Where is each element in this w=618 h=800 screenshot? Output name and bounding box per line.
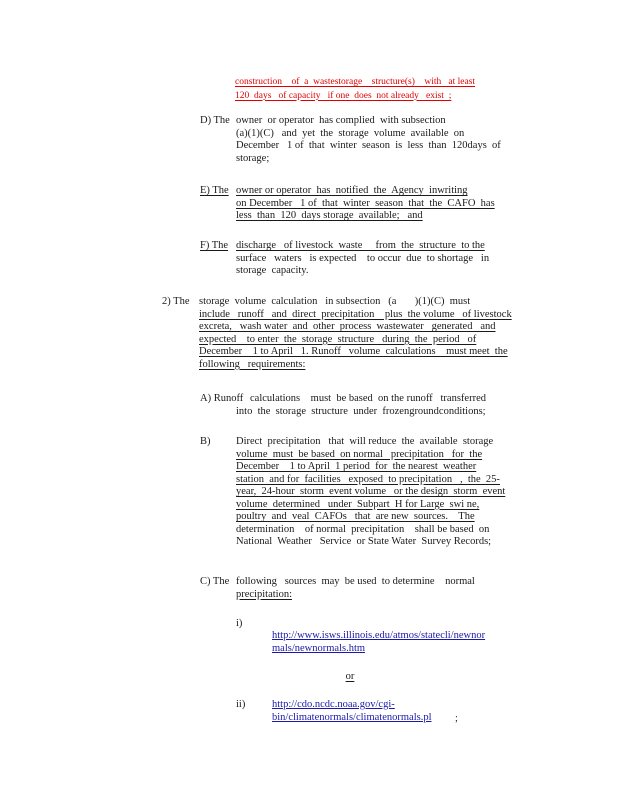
text-line: December 1 of that winter season is less than 120days of [236,140,501,151]
text-line: include runoff and direct precipitation plus the volume of livestock [199,308,512,320]
text-line: into the storage structure under frozengroundconditions; [236,405,486,417]
text-line: December 1 to April 1. Runoff volume calculations must meet the [199,346,508,357]
item-f-label: F) The [200,240,229,251]
item-d-text [236,115,508,165]
item-2-text [199,296,529,371]
ncdc-link-line2[interactable]: bin/climatenormals/climatenormals.pl [272,711,432,723]
text-line: station and for facilities exposed to precipitation , the 25- [236,473,500,485]
text-line: year, 24-hour storm event volume or the design storm event [236,486,506,497]
item-b-label: B) [200,436,211,447]
sub-ii-semicolon: ; [455,713,458,724]
text-line: December 1 to April 1 period for the nearest weather [236,461,477,472]
text-line: storage; [236,152,270,164]
text-line: owner or operator has complied with subsection [236,115,446,126]
text-line: following sources may be used to determine normal [236,576,475,587]
text-line: determination of normal precipitation shall be based on [236,523,490,535]
text-line: Direct precipitation that will reduce the available storage [236,436,494,447]
text-line: (a)(1)(C) and yet the storage volume available on [236,127,465,139]
text-line: poultry and veal CAFOs that are new sources. The [236,511,475,522]
text-line: volume must be based on normal precipitation for the [236,448,483,460]
sub-i-label: i) [236,618,243,629]
text-line: owner or operator has notified the Agency inwriting [236,185,468,196]
text-line: calculations must be based on the runoff transferred [250,393,486,404]
item-d-label: D) The [200,115,230,126]
item-2-label: 2) The [162,296,190,307]
text-line: discharge of livestock waste from the structure to the [236,240,485,251]
text-line: excreta, wash water and other process wastewater generated and [199,321,496,332]
text-line: National Weather Service or State Water Survey Records; [236,536,492,547]
ncdc-link-line1[interactable]: http://cdo.ncdc.noaa.gov/cgi- [272,699,395,710]
text-line: storage volume calculation in subsection (a )(1)(C) must [199,296,471,307]
sub-i-link-block [272,630,485,655]
sub-ii-label: ii) [236,699,246,710]
isws-link-line2[interactable]: mals/newnormals.htm [272,642,366,654]
item-f-text [236,240,516,278]
text-line: surface waters is expected to occur due to shortage in [236,252,490,264]
item-c-text [236,576,496,601]
item-a-text [236,393,508,418]
fragment-line: 120 days of capacity if one does not already exist ; [235,90,452,101]
fragment-line: construction of a wastestorage structure(s) with at least [235,77,476,87]
item-b-text [236,436,521,549]
text-line: less than 120 days storage available; and [236,210,423,221]
item-c-label: C) The [200,576,230,587]
text-line: expected to enter the storage structure during the period of [199,333,477,345]
sub-ii-link-block [272,699,432,724]
text-line: following requirements: [199,358,306,370]
inserted-fragment [235,76,525,102]
item-e-label: E) The [200,185,229,196]
text-line: storage capacity. [236,265,309,276]
item-a-label: A) Runoff [200,393,244,404]
or-connector: or [345,671,355,682]
isws-link-line1[interactable]: http://www.isws.illinois.edu/atmos/statecli/newnor [272,630,486,641]
text-line: precipitation: [236,588,292,600]
text-line: volume determined under Subpart H for Large swi ne, [236,498,480,510]
text-line: on December 1 of that winter season that the CAFO has [236,197,495,209]
item-e-text [236,185,514,223]
